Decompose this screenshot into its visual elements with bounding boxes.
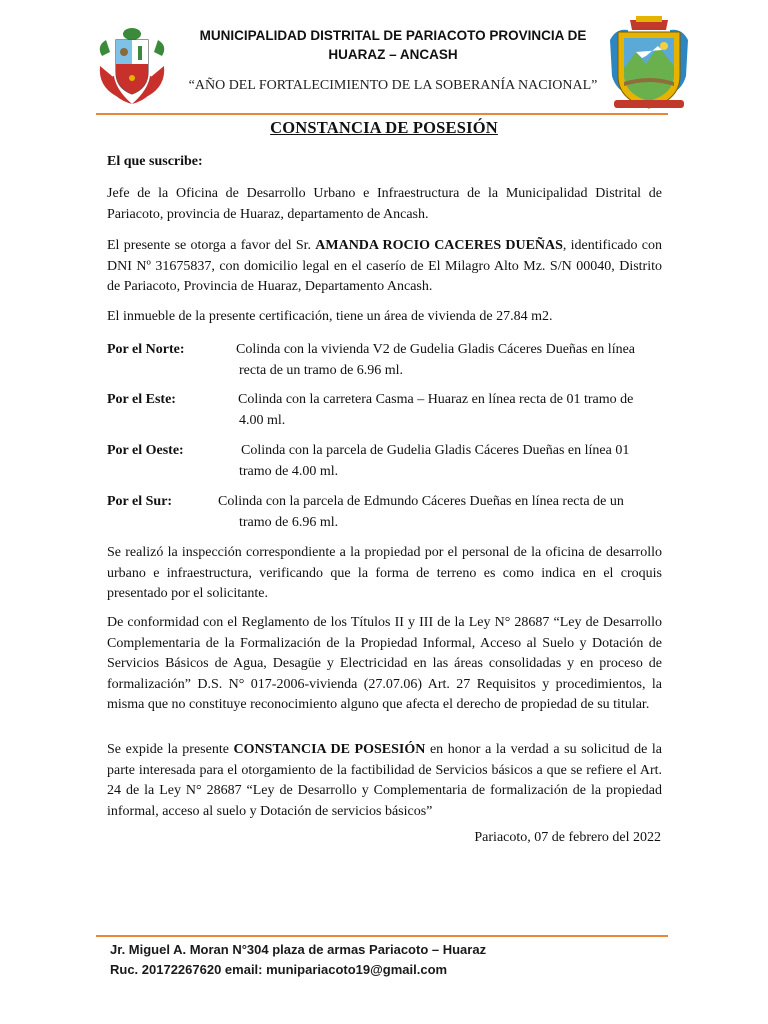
paragraph-area: El inmueble de la presente certificación, tiene un área de vivienda de 27.84 m2. [107,309,553,324]
footer-divider [96,935,668,937]
footer-contact: Ruc. 20172267620 email: munipariacoto19@gmail.com [110,962,448,977]
municipal-shield-icon [606,16,692,112]
boundary-label: Por el Oeste: [107,443,184,458]
issuance-doc-name: CONSTANCIA DE POSESIÓN [233,742,426,757]
boundary-text-line2: tramo de 4.00 ml. [239,463,339,479]
issuance-intro: Se expide la presente [107,742,234,757]
boundary-label: Por el Norte: [107,342,185,357]
boundary-label: Por el Este: [107,392,176,407]
beneficiary-intro: El presente se otorga a favor del Sr. [107,238,316,253]
footer-address: Jr. Miguel A. Moran N°304 plaza de armas Pariacoto – Huaraz [110,942,487,957]
paragraph-legal-basis: De conformidad con el Reglamento de los Títulos II y III de la Ley N° 28687 “Ley de Desarrollo Complementaria de la Formalización de la Propiedad Informal, Acceso al Suelo y Dotación de Servicios Básicos de Agua, Desagüe y Electricidad en las áreas consolidadas y en proceso de formalización” D.S. N° 017-2006-vivienda (27.07.06) Art. 27 Requisitos y procedimientos, la misma que no constituye reconocimiento alguno que afecta el derecho de propiedad de su titular. [107,615,662,712]
letterhead [0,10,768,110]
boundary-label: Por el Sur: [107,494,173,509]
header-divider [96,113,668,115]
municipality-title [180,26,606,64]
boundary-text-line2: tramo de 6.96 ml. [239,514,339,530]
year-motto: “AÑO DEL FORTALECIMIENTO DE LA SOBERANÍA NACIONAL” [188,78,598,93]
intro-line: El que suscribe: [107,154,203,169]
boundary-text-line1: Colinda con la parcela de Edmundo Cáceres Dueñas en línea recta de un [218,494,624,509]
municipality-title-line1: MUNICIPALIDAD DISTRITAL DE PARIACOTO PROVINCIA DE [199,28,587,43]
paragraph-issuance [107,740,662,822]
paragraph-beneficiary [107,236,662,298]
beneficiary-details: , identificado con DNI Nº 31675837, con domicilio legal en el caserío de El Milagro Alto Mz. S/N 00040, Distrito de Pariacoto, Provincia de Huaraz, Departamento Ancash. [107,238,662,294]
issuance-details: en honor a la verdad a su solicitud de la parte interesada para el otorgamiento de la factibilidad de Servicios básicos a que se refiere el Art. 24 de la Ley N° 28687 “Ley de Desarrollo y Complementaria de formalización de la propiedad informal, acceso al suelo y Dotación de servicios básicos” [107,742,663,819]
issue-date: Pariacoto, 07 de febrero del 2022 [474,830,661,845]
paragraph-signatory: Jefe de la Oficina de Desarrollo Urbano e Infraestructura de la Municipalidad Distrital de Pariacoto, provincia de Huaraz, departamento de Ancash. [107,186,662,222]
municipality-title-line2: HUARAZ – ANCASH [328,47,458,62]
boundary-text-line2: 4.00 ml. [239,412,286,428]
boundary-text-line1: Colinda con la parcela de Gudelia Gladis Cáceres Dueñas en línea 01 [241,443,630,458]
beneficiary-name: AMANDA ROCIO CACERES DUEÑAS [315,238,563,253]
peru-coat-of-arms-icon [96,26,168,106]
document-title: CONSTANCIA DE POSESIÓN [270,118,498,137]
boundary-text-line2: recta de un tramo de 6.96 ml. [239,362,404,378]
footer [110,940,486,980]
boundary-text-line1: Colinda con la carretera Casma – Huaraz en línea recta de 01 tramo de [238,392,634,407]
boundary-text-line1: Colinda con la vivienda V2 de Gudelia Gladis Cáceres Dueñas en línea [236,342,636,357]
paragraph-inspection: Se realizó la inspección correspondiente a la propiedad por el personal de la oficina de desarrollo urbano e infraestructura, verificando que la forma de terreno es como indica en el croquis presentado por el solicitante. [107,545,662,601]
